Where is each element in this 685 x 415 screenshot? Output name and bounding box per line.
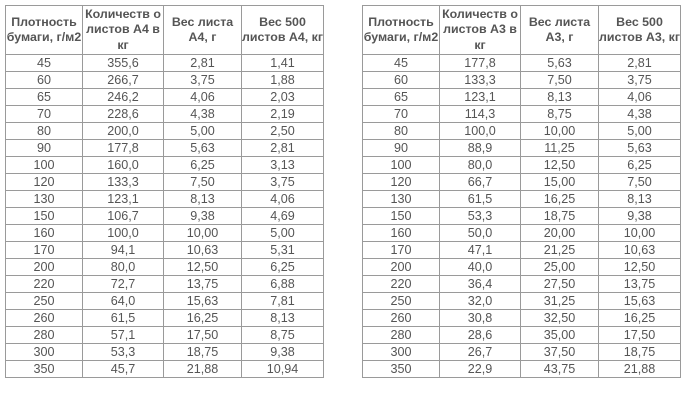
cell-density: 70 [363, 106, 440, 123]
cell-sheet-weight: 20,00 [521, 225, 599, 242]
table-row [363, 310, 681, 327]
cell-sheet-weight: 18,75 [521, 208, 599, 225]
cell-500-sheets-weight: 5,00 [242, 225, 324, 242]
cell-500-sheets-weight: 4,38 [599, 106, 681, 123]
cell-sheet-weight: 11,25 [521, 140, 599, 157]
cell-sheet-weight: 27,50 [521, 276, 599, 293]
cell-sheet-weight: 8,13 [164, 191, 242, 208]
cell-sheets-per-kg: 28,6 [440, 327, 521, 344]
cell-density: 200 [363, 259, 440, 276]
table-row [363, 55, 681, 72]
cell-sheets-per-kg: 228,6 [83, 106, 164, 123]
cell-sheets-per-kg: 266,7 [83, 72, 164, 89]
table-row [363, 140, 681, 157]
cell-density: 350 [6, 361, 83, 378]
table-row [363, 123, 681, 140]
header-500-sheets-weight: Вес 500 листов А3, кг [599, 6, 681, 55]
cell-sheets-per-kg: 94,1 [83, 242, 164, 259]
table-row [6, 293, 324, 310]
cell-sheets-per-kg: 57,1 [83, 327, 164, 344]
cell-sheets-per-kg: 88,9 [440, 140, 521, 157]
header-sheets-per-kg: Количеств о листов А4 в кг [83, 6, 164, 55]
cell-sheets-per-kg: 355,6 [83, 55, 164, 72]
cell-500-sheets-weight: 1,88 [242, 72, 324, 89]
cell-sheets-per-kg: 123,1 [83, 191, 164, 208]
cell-density: 100 [363, 157, 440, 174]
table-row [6, 140, 324, 157]
cell-sheets-per-kg: 177,8 [440, 55, 521, 72]
cell-density: 260 [6, 310, 83, 327]
cell-500-sheets-weight: 2,81 [599, 55, 681, 72]
table-row [363, 174, 681, 191]
cell-500-sheets-weight: 13,75 [599, 276, 681, 293]
header-sheets-per-kg: Количеств о листов А3 в кг [440, 6, 521, 55]
cell-500-sheets-weight: 2,81 [242, 140, 324, 157]
cell-sheets-per-kg: 64,0 [83, 293, 164, 310]
cell-density: 260 [363, 310, 440, 327]
cell-500-sheets-weight: 3,75 [242, 174, 324, 191]
cell-density: 150 [6, 208, 83, 225]
cell-density: 300 [6, 344, 83, 361]
table-row [6, 191, 324, 208]
cell-sheet-weight: 16,25 [521, 191, 599, 208]
cell-sheet-weight: 31,25 [521, 293, 599, 310]
cell-500-sheets-weight: 5,00 [599, 123, 681, 140]
table-row [6, 106, 324, 123]
table-row [6, 174, 324, 191]
cell-sheets-per-kg: 160,0 [83, 157, 164, 174]
cell-500-sheets-weight: 15,63 [599, 293, 681, 310]
cell-sheets-per-kg: 50,0 [440, 225, 521, 242]
cell-density: 65 [363, 89, 440, 106]
cell-density: 60 [6, 72, 83, 89]
cell-sheets-per-kg: 30,8 [440, 310, 521, 327]
cell-sheets-per-kg: 26,7 [440, 344, 521, 361]
table-header-row [363, 6, 681, 55]
cell-500-sheets-weight: 6,25 [242, 259, 324, 276]
cell-sheets-per-kg: 47,1 [440, 242, 521, 259]
cell-sheets-per-kg: 100,0 [83, 225, 164, 242]
table-row [6, 225, 324, 242]
cell-density: 45 [363, 55, 440, 72]
table-row [363, 208, 681, 225]
cell-sheet-weight: 5,00 [164, 123, 242, 140]
cell-density: 45 [6, 55, 83, 72]
cell-density: 120 [6, 174, 83, 191]
table-row [363, 157, 681, 174]
cell-500-sheets-weight: 7,81 [242, 293, 324, 310]
cell-500-sheets-weight: 10,00 [599, 225, 681, 242]
cell-sheet-weight: 10,63 [164, 242, 242, 259]
table-body [6, 55, 324, 378]
cell-sheet-weight: 43,75 [521, 361, 599, 378]
table-row [6, 157, 324, 174]
cell-density: 160 [363, 225, 440, 242]
table-row [363, 242, 681, 259]
cell-sheet-weight: 5,63 [521, 55, 599, 72]
cell-500-sheets-weight: 4,69 [242, 208, 324, 225]
cell-sheet-weight: 8,75 [521, 106, 599, 123]
cell-density: 90 [363, 140, 440, 157]
table-row [6, 72, 324, 89]
cell-sheet-weight: 10,00 [164, 225, 242, 242]
cell-sheets-per-kg: 66,7 [440, 174, 521, 191]
table-row [6, 123, 324, 140]
table-row [363, 344, 681, 361]
cell-density: 65 [6, 89, 83, 106]
cell-density: 100 [6, 157, 83, 174]
cell-500-sheets-weight: 10,63 [599, 242, 681, 259]
cell-sheets-per-kg: 80,0 [440, 157, 521, 174]
cell-sheets-per-kg: 72,7 [83, 276, 164, 293]
cell-sheet-weight: 3,75 [164, 72, 242, 89]
cell-500-sheets-weight: 2,19 [242, 106, 324, 123]
cell-sheets-per-kg: 123,1 [440, 89, 521, 106]
cell-500-sheets-weight: 16,25 [599, 310, 681, 327]
cell-sheets-per-kg: 80,0 [83, 259, 164, 276]
cell-500-sheets-weight: 21,88 [599, 361, 681, 378]
table-row [363, 191, 681, 208]
table-row [363, 327, 681, 344]
cell-500-sheets-weight: 17,50 [599, 327, 681, 344]
table-header-row [6, 6, 324, 55]
cell-500-sheets-weight: 9,38 [242, 344, 324, 361]
cell-500-sheets-weight: 12,50 [599, 259, 681, 276]
cell-sheets-per-kg: 53,3 [440, 208, 521, 225]
cell-sheets-per-kg: 61,5 [440, 191, 521, 208]
table-row [6, 361, 324, 378]
cell-sheets-per-kg: 246,2 [83, 89, 164, 106]
table-row [363, 106, 681, 123]
paper-weight-table-a4 [5, 5, 324, 378]
cell-500-sheets-weight: 8,13 [599, 191, 681, 208]
cell-density: 80 [363, 123, 440, 140]
cell-density: 200 [6, 259, 83, 276]
table-row [363, 72, 681, 89]
cell-sheet-weight: 5,63 [164, 140, 242, 157]
cell-sheet-weight: 12,50 [164, 259, 242, 276]
cell-sheet-weight: 13,75 [164, 276, 242, 293]
cell-density: 250 [6, 293, 83, 310]
table-row [6, 55, 324, 72]
cell-sheets-per-kg: 200,0 [83, 123, 164, 140]
cell-sheet-weight: 21,88 [164, 361, 242, 378]
cell-sheet-weight: 21,25 [521, 242, 599, 259]
cell-sheets-per-kg: 177,8 [83, 140, 164, 157]
cell-500-sheets-weight: 2,50 [242, 123, 324, 140]
cell-sheet-weight: 2,81 [164, 55, 242, 72]
cell-density: 350 [363, 361, 440, 378]
cell-500-sheets-weight: 4,06 [599, 89, 681, 106]
cell-500-sheets-weight: 3,13 [242, 157, 324, 174]
cell-density: 170 [363, 242, 440, 259]
cell-density: 60 [363, 72, 440, 89]
cell-density: 280 [6, 327, 83, 344]
cell-sheets-per-kg: 45,7 [83, 361, 164, 378]
cell-500-sheets-weight: 6,25 [599, 157, 681, 174]
cell-density: 220 [363, 276, 440, 293]
table-body [363, 55, 681, 378]
cell-sheet-weight: 15,63 [164, 293, 242, 310]
paper-weight-table-a3 [362, 5, 681, 378]
cell-500-sheets-weight: 18,75 [599, 344, 681, 361]
cell-density: 300 [363, 344, 440, 361]
cell-sheet-weight: 25,00 [521, 259, 599, 276]
table-row [363, 361, 681, 378]
cell-sheets-per-kg: 22,9 [440, 361, 521, 378]
header-density: Плотность бумаги, г/м2 [6, 6, 83, 55]
cell-sheet-weight: 15,00 [521, 174, 599, 191]
table-row [363, 89, 681, 106]
cell-sheets-per-kg: 114,3 [440, 106, 521, 123]
cell-density: 220 [6, 276, 83, 293]
cell-sheets-per-kg: 36,4 [440, 276, 521, 293]
cell-sheets-per-kg: 40,0 [440, 259, 521, 276]
cell-500-sheets-weight: 9,38 [599, 208, 681, 225]
cell-density: 150 [363, 208, 440, 225]
table-row [6, 89, 324, 106]
cell-sheet-weight: 12,50 [521, 157, 599, 174]
cell-density: 160 [6, 225, 83, 242]
cell-density: 280 [363, 327, 440, 344]
cell-sheet-weight: 4,38 [164, 106, 242, 123]
cell-sheet-weight: 7,50 [164, 174, 242, 191]
header-sheet-weight: Вес листа А4, г [164, 6, 242, 55]
cell-sheet-weight: 4,06 [164, 89, 242, 106]
cell-500-sheets-weight: 10,94 [242, 361, 324, 378]
cell-sheets-per-kg: 61,5 [83, 310, 164, 327]
cell-500-sheets-weight: 3,75 [599, 72, 681, 89]
cell-sheet-weight: 7,50 [521, 72, 599, 89]
table-row [363, 293, 681, 310]
cell-sheet-weight: 37,50 [521, 344, 599, 361]
cell-sheet-weight: 16,25 [164, 310, 242, 327]
cell-density: 170 [6, 242, 83, 259]
table-row [363, 259, 681, 276]
table-row [6, 242, 324, 259]
cell-sheet-weight: 9,38 [164, 208, 242, 225]
cell-500-sheets-weight: 2,03 [242, 89, 324, 106]
cell-density: 250 [363, 293, 440, 310]
cell-500-sheets-weight: 1,41 [242, 55, 324, 72]
cell-density: 70 [6, 106, 83, 123]
cell-500-sheets-weight: 5,63 [599, 140, 681, 157]
table-row [6, 310, 324, 327]
cell-500-sheets-weight: 8,75 [242, 327, 324, 344]
cell-density: 120 [363, 174, 440, 191]
cell-density: 130 [363, 191, 440, 208]
cell-sheets-per-kg: 53,3 [83, 344, 164, 361]
cell-density: 90 [6, 140, 83, 157]
cell-sheets-per-kg: 133,3 [83, 174, 164, 191]
cell-sheet-weight: 17,50 [164, 327, 242, 344]
cell-sheet-weight: 10,00 [521, 123, 599, 140]
header-density: Плотность бумаги, г/м2 [363, 6, 440, 55]
cell-sheet-weight: 18,75 [164, 344, 242, 361]
table-row [363, 225, 681, 242]
table-row [6, 344, 324, 361]
cell-500-sheets-weight: 4,06 [242, 191, 324, 208]
cell-500-sheets-weight: 7,50 [599, 174, 681, 191]
cell-sheets-per-kg: 133,3 [440, 72, 521, 89]
cell-sheets-per-kg: 32,0 [440, 293, 521, 310]
table-row [363, 276, 681, 293]
cell-density: 80 [6, 123, 83, 140]
cell-sheet-weight: 35,00 [521, 327, 599, 344]
cell-500-sheets-weight: 8,13 [242, 310, 324, 327]
cell-500-sheets-weight: 6,88 [242, 276, 324, 293]
table-row [6, 327, 324, 344]
cell-sheet-weight: 32,50 [521, 310, 599, 327]
cell-sheets-per-kg: 100,0 [440, 123, 521, 140]
cell-sheets-per-kg: 106,7 [83, 208, 164, 225]
cell-sheet-weight: 8,13 [521, 89, 599, 106]
table-row [6, 276, 324, 293]
cell-density: 130 [6, 191, 83, 208]
table-row [6, 259, 324, 276]
header-500-sheets-weight: Вес 500 листов А4, кг [242, 6, 324, 55]
cell-sheet-weight: 6,25 [164, 157, 242, 174]
header-sheet-weight: Вес листа А3, г [521, 6, 599, 55]
table-row [6, 208, 324, 225]
cell-500-sheets-weight: 5,31 [242, 242, 324, 259]
